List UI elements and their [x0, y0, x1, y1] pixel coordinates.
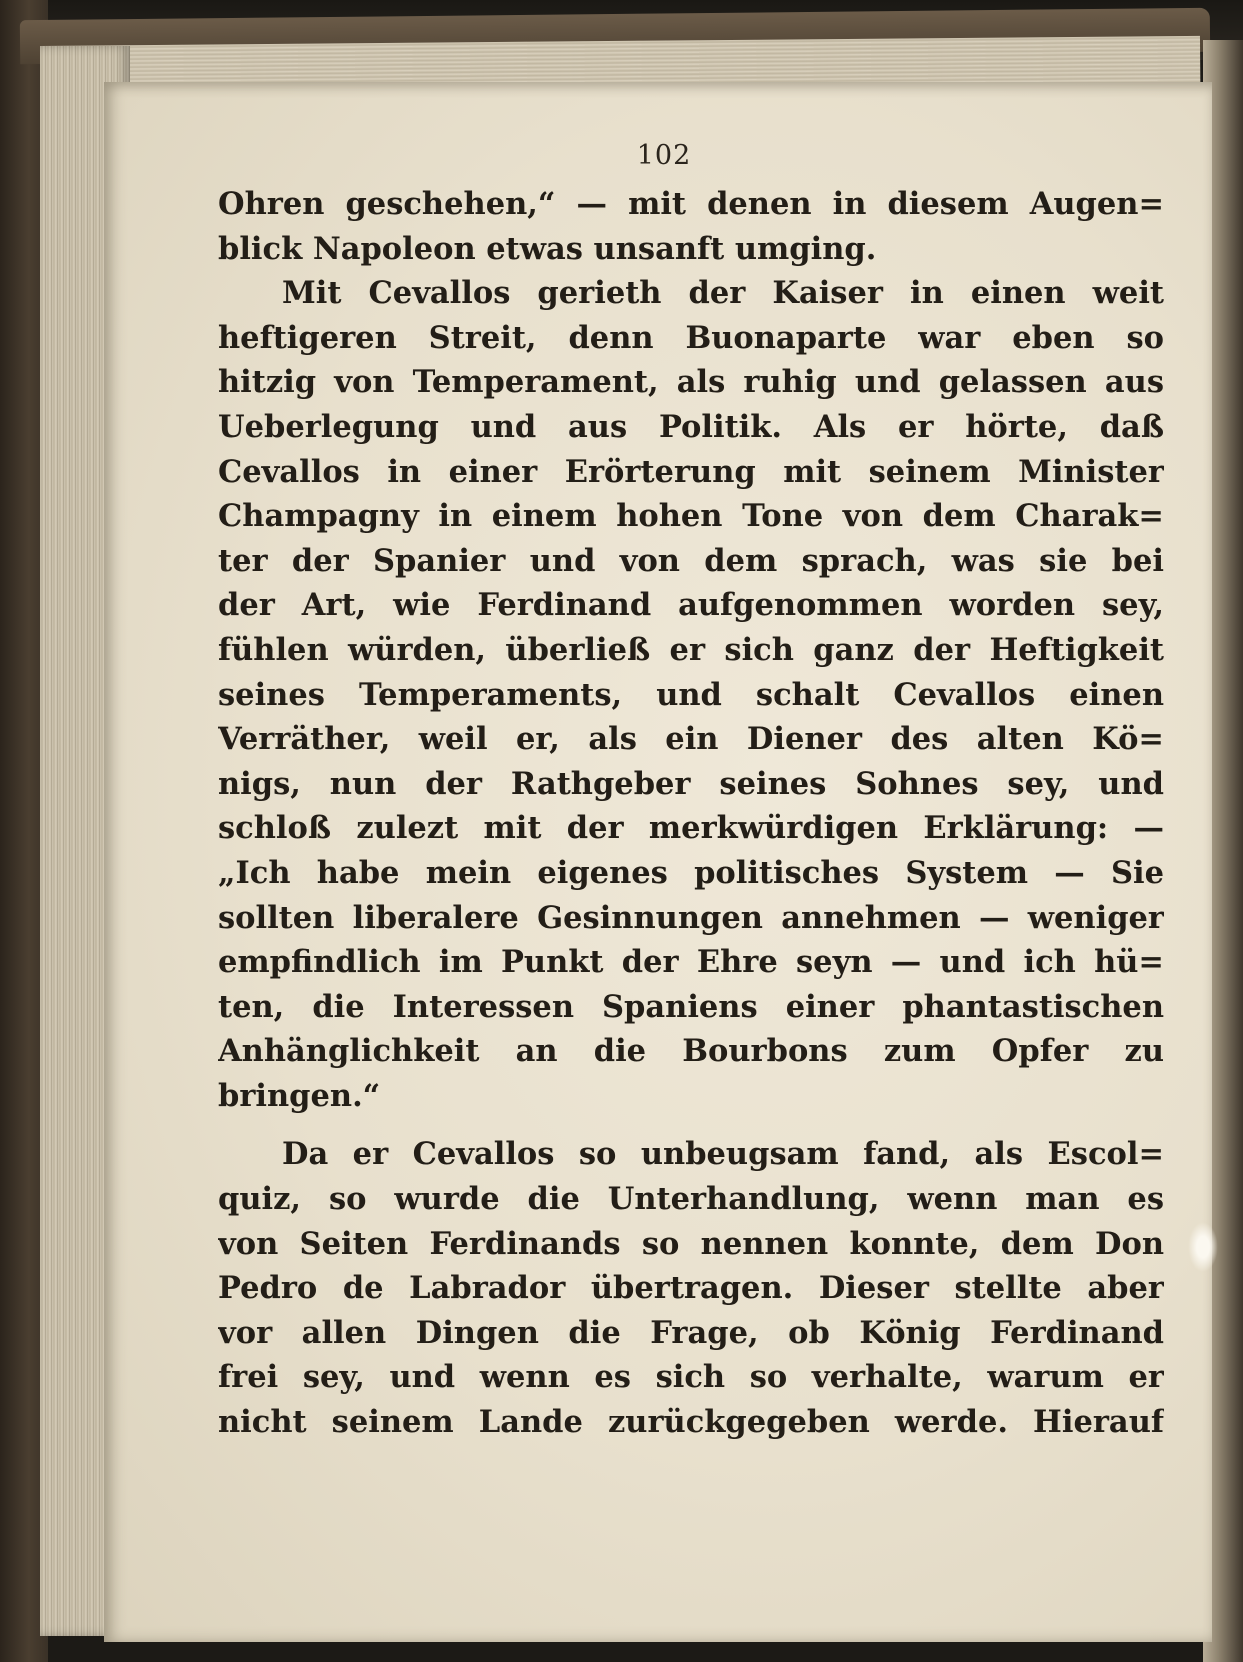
text-line: vor allen Dingen die Frage, ob König Ferdinand [218, 1314, 1164, 1351]
text-line: blick Napoleon etwas unsanft umging. [218, 230, 877, 267]
text-line: seines Temperaments, und schalt Cevallos einen [218, 676, 1164, 713]
text-line: ter der Spanier und von dem sprach, was sie bei [218, 542, 1164, 579]
text-line: Cevallos in einer Erörterung mit seinem Minister [218, 453, 1164, 490]
text-line: frei sey, und wenn es sich so verhalte, warum er [218, 1359, 1164, 1396]
text-line: bringen.“ [218, 1077, 381, 1114]
text-line: Pedro de Labrador übertragen. Dieser stellte aber [218, 1270, 1164, 1307]
text-line: sollten liberalere Gesinnungen annehmen — weniger [218, 899, 1164, 936]
text-line: Ueberlegung und aus Politik. Als er hörte, daß [218, 408, 1164, 445]
text-line: „Ich habe mein eigenes politisches System — Sie [218, 854, 1164, 891]
body-text [218, 182, 1164, 1445]
text-line: Mit Cevallos gerieth der Kaiser in einen weit [282, 275, 1164, 312]
text-line: heftigeren Streit, denn Buonaparte war eben so [218, 319, 1164, 356]
text-line: Champagny in einem hohen Tone von dem Charak= [218, 498, 1164, 535]
text-line: ten, die Interessen Spaniens einer phantastischen [218, 988, 1164, 1025]
text-line: von Seiten Ferdinands so nennen konnte, dem Don [218, 1225, 1164, 1262]
page [104, 82, 1212, 1642]
text-line: Verräther, weil er, als ein Diener des alten Kö= [218, 721, 1164, 758]
text-line: Anhänglichkeit an die Bourbons zum Opfer zu [218, 1033, 1164, 1070]
text-line: empfindlich im Punkt der Ehre seyn — und ich hü= [218, 944, 1164, 981]
text-line: Da er Cevallos so unbeugsam fand, als Escol= [282, 1136, 1164, 1173]
text-line: der Art, wie Ferdinand aufgenommen worden sey, [218, 587, 1164, 624]
text-line: fühlen würden, überließ er sich ganz der Heftigkeit [218, 631, 1164, 668]
text-line: quiz, so wurde die Unterhandlung, wenn man es [218, 1181, 1164, 1218]
text-line: schloß zulezt mit der merkwürdigen Erklärung: — [218, 810, 1164, 847]
text-line: nicht seinem Lande zurückgegeben werde. Hierauf [218, 1404, 1164, 1441]
text-line: nigs, nun der Rathgeber seines Sohnes sey, und [218, 765, 1164, 802]
text-line: hitzig von Temperament, als ruhig und gelassen aus [218, 364, 1164, 401]
text-line: Ohren geschehen,“ — mit denen in diesem Augen= [218, 186, 1164, 222]
page-number: 102 [636, 140, 692, 171]
page-tear [1188, 1222, 1218, 1272]
